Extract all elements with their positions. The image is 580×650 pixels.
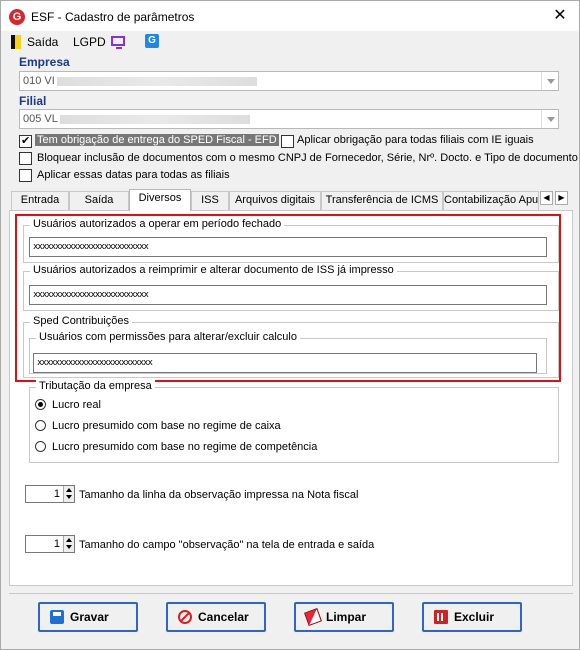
linha-obs-label: Tamanho da linha da observação impressa na Nota fiscal [79, 489, 359, 501]
tab-entrada[interactable]: Entrada [11, 191, 69, 210]
toolbar [1, 31, 579, 53]
tab-scroll-right-icon[interactable]: ▶ [555, 191, 568, 205]
g-app-icon[interactable]: G [145, 34, 159, 48]
periodo-fechado-input[interactable]: xxxxxxxxxxxxxxxxxxxxxxxxxx [29, 237, 547, 257]
aplicar-ie-label[interactable]: Aplicar obrigação para todas filiais com IE iguais [297, 134, 534, 146]
filial-label: Filial [19, 94, 47, 108]
reimprimir-iss-title: Usuários autorizados a reimprimir e alterar documento de ISS já impresso [30, 264, 397, 276]
window-title: ESF - Cadastro de parâmetros [31, 10, 195, 24]
linha-obs-stepper[interactable] [25, 485, 75, 503]
clear-button[interactable] [294, 602, 394, 632]
filial-select[interactable] [19, 109, 559, 129]
cancel-icon [178, 610, 192, 624]
spin-down-icon[interactable] [63, 544, 74, 552]
sped-contribuicoes-inner-title: Usuários com permissões para alterar/excluir calculo [36, 331, 300, 343]
exit-door-icon[interactable] [11, 35, 21, 49]
tab-saida[interactable]: Saída [69, 191, 129, 210]
tributacao-title: Tributação da empresa [36, 380, 155, 392]
delete-button-label: Excluir [454, 610, 495, 624]
tab-transferencia-icms[interactable]: Transferência de ICMS [321, 191, 443, 210]
tab-arquivos-digitais[interactable]: Arquivos digitais [229, 191, 321, 210]
save-icon [50, 610, 64, 624]
bloquear-checkbox[interactable] [19, 152, 32, 165]
tab-iss[interactable]: ISS [191, 191, 229, 210]
exit-button[interactable]: Saída [27, 35, 59, 49]
tab-contabilizacao[interactable]: Contabilização Apu [443, 191, 539, 210]
cancel-button[interactable] [166, 602, 266, 632]
cancel-button-label: Cancelar [198, 610, 249, 624]
delete-button[interactable] [422, 602, 522, 632]
radio-lucro-real[interactable] [35, 399, 46, 410]
trash-icon [434, 610, 448, 624]
tab-strip [9, 191, 575, 211]
clear-button-label: Limpar [326, 610, 367, 624]
lucro-presumido-competencia-label[interactable]: Lucro presumido com base no regime de competência [52, 441, 318, 453]
empresa-select[interactable] [19, 71, 559, 91]
campo-obs-value: 1 [53, 538, 60, 550]
sped-fiscal-checkbox[interactable] [19, 135, 32, 148]
linha-obs-value: 1 [53, 488, 60, 500]
radio-lucro-presumido-caixa[interactable] [35, 420, 46, 431]
reimprimir-iss-input[interactable]: xxxxxxxxxxxxxxxxxxxxxxxxxx [29, 285, 547, 305]
lucro-real-label[interactable]: Lucro real [52, 399, 101, 411]
spin-up-icon[interactable] [63, 486, 74, 494]
eraser-icon [304, 608, 322, 626]
radio-lucro-presumido-competencia[interactable] [35, 441, 46, 452]
aplicar-ie-checkbox[interactable] [281, 135, 294, 148]
monitor-icon[interactable] [111, 36, 125, 46]
periodo-fechado-title: Usuários autorizados a operar em período fechado [30, 218, 284, 230]
tab-scroll-left-icon[interactable]: ◀ [540, 191, 553, 205]
campo-obs-label: Tamanho do campo "observação" na tela de entrada e saída [79, 539, 375, 551]
save-button[interactable] [38, 602, 138, 632]
filial-value: 005 VL [23, 113, 58, 125]
bloquear-label[interactable]: Bloquear inclusão de documentos com o mesmo CNPJ de Fornecedor, Série, Nrº. Docto. e Tipo de documento [37, 152, 578, 164]
spin-up-icon[interactable] [63, 536, 74, 544]
aplicar-datas-checkbox[interactable] [19, 169, 32, 182]
campo-obs-stepper[interactable] [25, 535, 75, 553]
app-logo-icon: G [9, 9, 25, 25]
close-icon[interactable]: ✕ [553, 7, 567, 24]
empresa-value: 010 VI [23, 75, 55, 87]
lucro-presumido-caixa-label[interactable]: Lucro presumido com base no regime de caixa [52, 420, 281, 432]
empresa-label: Empresa [19, 55, 70, 69]
save-button-label: Gravar [70, 610, 109, 624]
aplicar-datas-label[interactable]: Aplicar essas datas para todas as filiais [37, 169, 230, 181]
chevron-down-icon[interactable] [541, 110, 558, 128]
highlight-box [15, 214, 561, 382]
sped-contribuicoes-input[interactable]: xxxxxxxxxxxxxxxxxxxxxxxxxx [33, 353, 537, 373]
lgpd-button[interactable]: LGPD [73, 35, 106, 49]
spin-down-icon[interactable] [63, 494, 74, 502]
title-bar [1, 1, 579, 31]
sped-contribuicoes-title: Sped Contribuições [30, 315, 132, 327]
sped-fiscal-label[interactable]: Tem obrigação de entrega do SPED Fiscal - EFD [37, 134, 277, 146]
chevron-down-icon[interactable] [541, 72, 558, 90]
tab-diversos[interactable]: Diversos [129, 189, 191, 211]
